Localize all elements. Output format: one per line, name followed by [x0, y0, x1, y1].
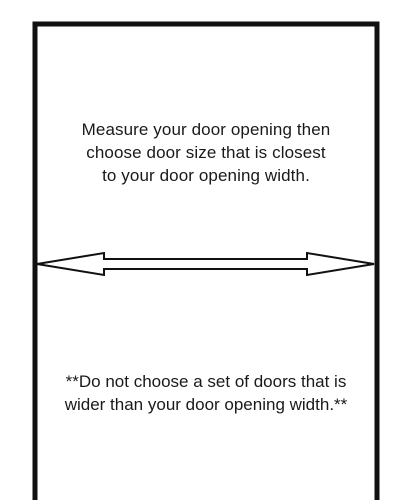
warning-line-1: **Do not choose a set of doors that is — [65, 372, 347, 391]
instruction-line-1: Measure your door opening then — [81, 120, 331, 139]
instruction-line-3: to your door opening width. — [102, 166, 310, 185]
warning-line-2: wider than your door opening width.** — [64, 395, 348, 414]
double-headed-arrow-icon — [37, 253, 374, 275]
size-warning-text — [38, 370, 374, 416]
instruction-line-2: choose door size that is closest — [86, 143, 326, 162]
measure-instruction-text — [38, 118, 374, 187]
